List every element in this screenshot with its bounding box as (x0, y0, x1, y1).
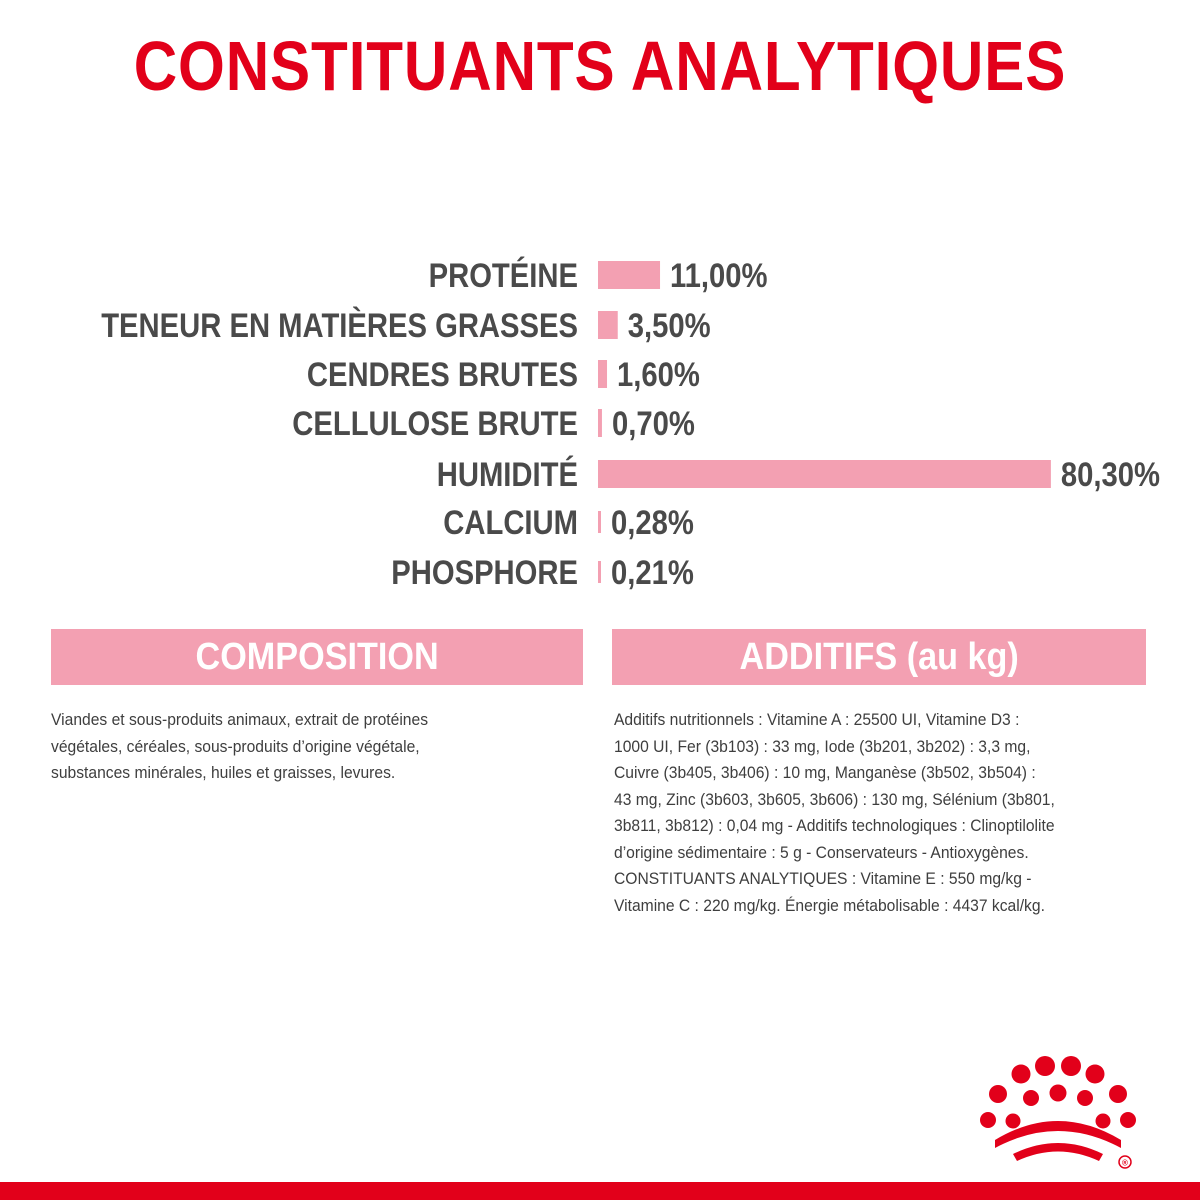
bar-phosphore (598, 561, 601, 583)
value-label-phosphore: 0,21% (610, 552, 694, 592)
additifs-header (612, 629, 1146, 685)
category-label-cellulose-brute: CELLULOSE BRUTE (292, 403, 578, 443)
additifs-text: Additifs nutritionnels : Vitamine A : 25500 UI, Vitamine D3 : 1000 UI, Fer (3b103) : 33 mg, Iode (3b201, 3b202) : 3,3 mg, Cuivre (3b405, 3b406) : 10 mg, Manganèse (3b502, 3b504) : 43 mg, Zinc (3b603, 3b605, 3b606) : 130 mg, Sélénium (3b801, 3b811, 3b812) : 0,04 mg - Additifs technologiques : Clinoptilolite d’origine sédimentaire : 5 g - Conservateurs - Antioxygènes. CONSTITUANTS ANALYTIQUES : Vitamine E : 550 mg/kg - Vitamine C : 220 mg/kg. Énergie métabolisable : 4437 kcal/kg. (614, 710, 1055, 915)
value-label-proteine: 11,00% (670, 255, 768, 295)
composition-header-label: COMPOSITION (195, 635, 439, 678)
composition-text: Viandes et sous-produits animaux, extrait de protéines végétales, céréales, sous-produits d’origine végétale, substances minérales, huiles et graisses, levures. (51, 710, 429, 782)
bar-teneur-en-matieres-grasses (598, 311, 618, 339)
category-label-phosphore: PHOSPHORE (391, 552, 578, 592)
composition-header (51, 629, 583, 685)
page-title: CONSTITUANTS ANALYTIQUES (133, 27, 1067, 105)
bottom-red-bar (0, 1182, 1200, 1200)
bar-calcium (598, 511, 601, 533)
nutrient-bar-chart (0, 240, 1200, 610)
value-label-cellulose-brute: 0,70% (611, 403, 695, 443)
royal-canin-crown-logo-icon (975, 1048, 1145, 1180)
category-label-teneur-en-matieres-grasses: TENEUR EN MATIÈRES GRASSES (101, 305, 578, 345)
bar-cendres-brutes (598, 360, 607, 388)
additifs-header-label: ADDITIFS (au kg) (739, 635, 1019, 678)
value-label-humidite: 80,30% (1060, 454, 1161, 494)
value-label-teneur-en-matieres-grasses: 3,50% (627, 305, 711, 345)
value-label-calcium: 0,28% (610, 502, 694, 542)
bar-humidite (598, 460, 1051, 488)
bar-proteine (598, 261, 660, 289)
category-label-proteine: PROTÉINE (428, 255, 578, 295)
category-label-calcium: CALCIUM (443, 502, 578, 542)
category-label-cendres-brutes: CENDRES BRUTES (306, 354, 578, 394)
value-label-cendres-brutes: 1,60% (617, 354, 700, 394)
registered-mark: ® (1122, 1158, 1128, 1168)
category-label-humidite: HUMIDITÉ (436, 454, 578, 494)
bar-cellulose-brute (598, 409, 602, 437)
